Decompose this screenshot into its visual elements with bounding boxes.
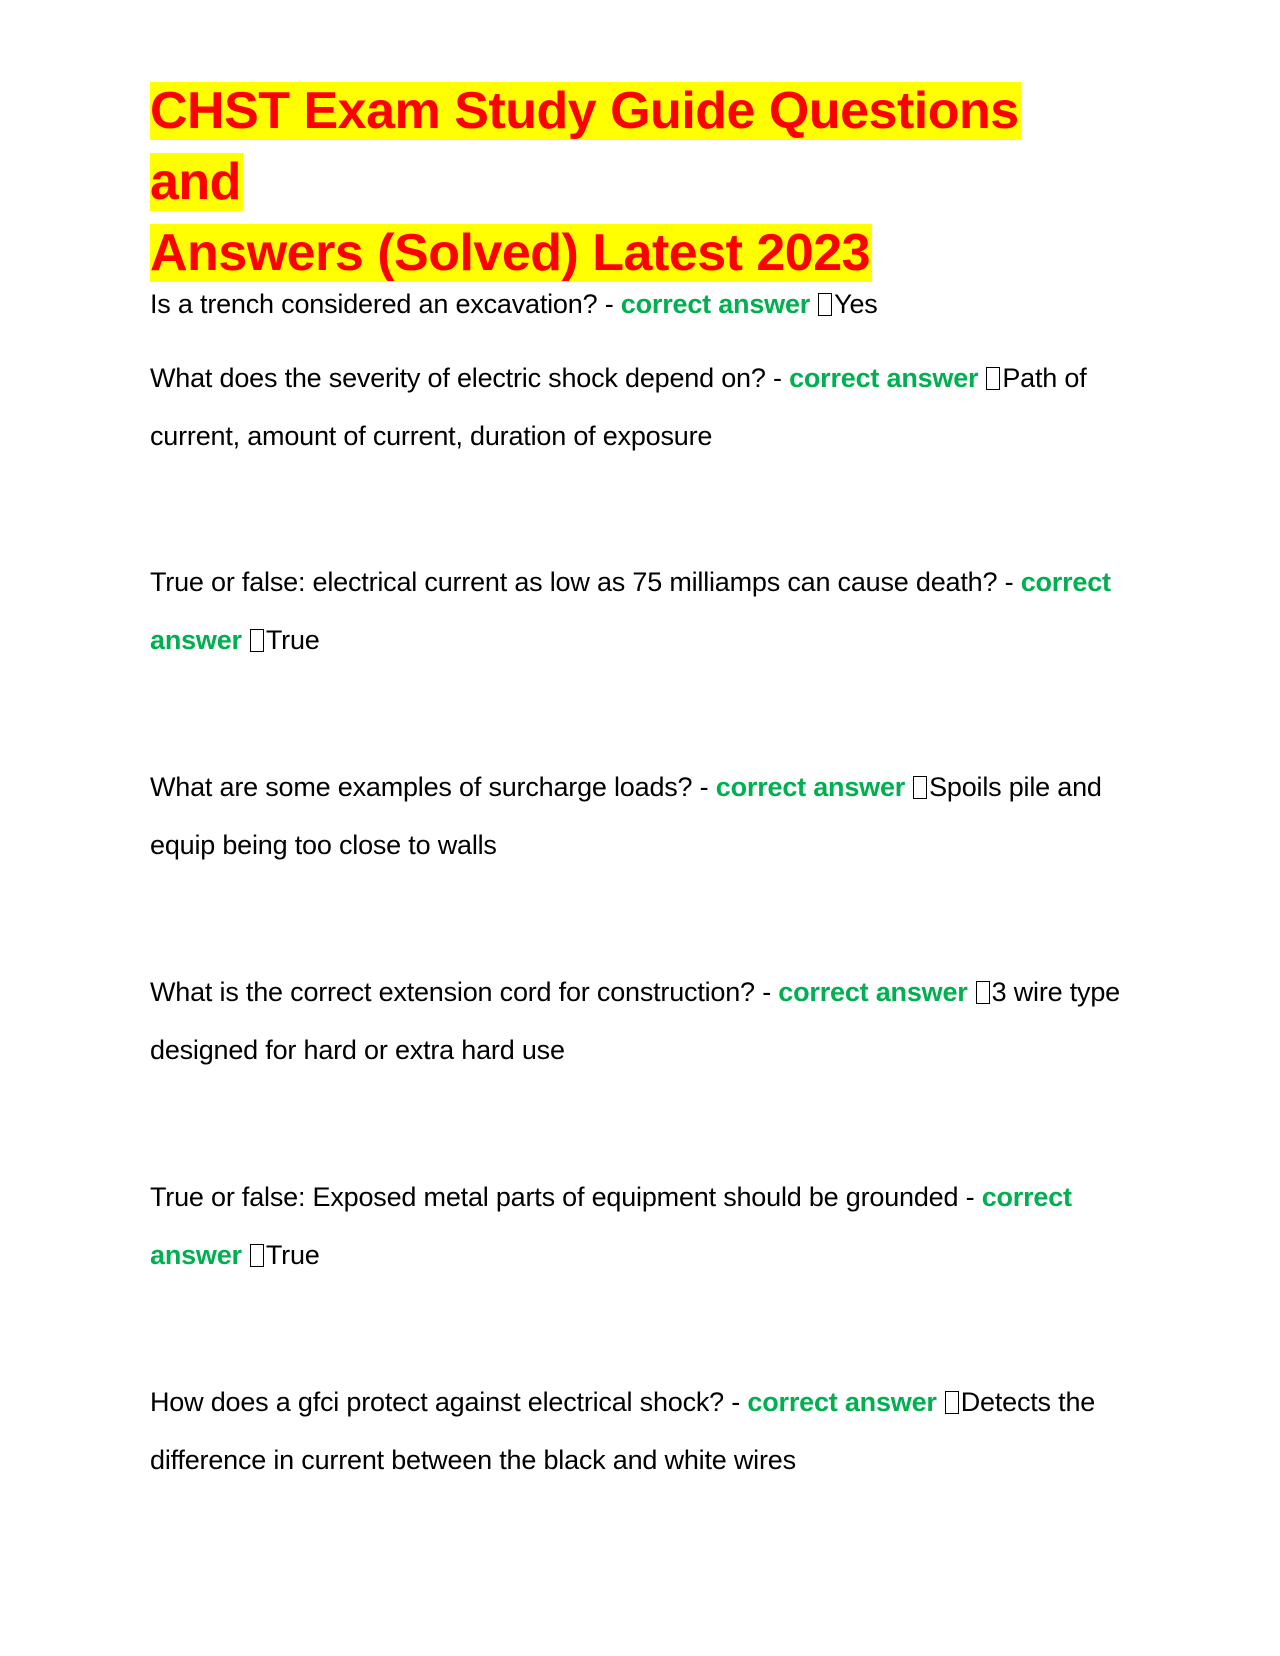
answer-text: True (265, 1240, 320, 1270)
answer-text: Yes (834, 289, 878, 319)
qa-item (150, 758, 1130, 874)
missing-glyph-box-icon (818, 293, 832, 316)
separator: - (754, 977, 779, 1007)
missing-glyph-box-icon (945, 1391, 959, 1414)
missing-glyph-box-icon (250, 629, 264, 652)
question-text: What are some examples of surcharge loads? (150, 772, 693, 802)
qa-item (150, 349, 1130, 465)
qa-item (150, 963, 1130, 1079)
correct-answer-label: correct answer (789, 363, 979, 393)
answer-text: True (265, 625, 320, 655)
qa-item (150, 1373, 1130, 1489)
document-title (150, 76, 1110, 289)
qa-item (150, 553, 1130, 669)
separator: - (997, 567, 1021, 597)
title-line-1: CHST Exam Study Guide Questions and (150, 82, 1019, 211)
correct-answer-label: correct answer (150, 1182, 1072, 1270)
missing-glyph-box-icon (250, 1244, 264, 1267)
correct-answer-label: correct answer (715, 772, 906, 802)
question-text: Is a trench considered an excavation? (150, 289, 598, 319)
question-text: True or false: Exposed metal parts of equipment should be grounded (150, 1182, 959, 1212)
correct-answer-label: correct answer (778, 977, 968, 1007)
answer-text: Path of current, amount of current, duration of exposure (150, 363, 1087, 451)
separator: - (958, 1182, 982, 1212)
correct-answer-label: correct answer (150, 567, 1111, 655)
question-text: How does a gfci protect against electrical shock? (150, 1387, 724, 1417)
qa-item (150, 275, 1130, 333)
answer-text: Detects the difference in current between the black and white wires (150, 1387, 1096, 1475)
correct-answer-label: correct answer (620, 289, 811, 319)
separator: - (597, 289, 621, 319)
separator: - (724, 1387, 748, 1417)
missing-glyph-box-icon (913, 776, 927, 799)
question-text: True or false: electrical current as low as 75 milliamps can cause death? (150, 567, 998, 597)
missing-glyph-box-icon (976, 981, 990, 1004)
answer-text: Spoils pile and equip being too close to walls (150, 772, 1102, 860)
title-line-2: Answers (Solved) Latest 2023 (150, 224, 871, 282)
separator: - (692, 772, 716, 802)
qa-item (150, 1168, 1130, 1284)
correct-answer-label: correct answer (747, 1387, 937, 1417)
missing-glyph-box-icon (986, 367, 1000, 390)
separator: - (765, 363, 790, 393)
answer-text: 3 wire type designed for hard or extra hard use (150, 977, 1120, 1065)
question-text: What does the severity of electric shock depend on? (150, 363, 766, 393)
question-text: What is the correct extension cord for construction? (150, 977, 755, 1007)
